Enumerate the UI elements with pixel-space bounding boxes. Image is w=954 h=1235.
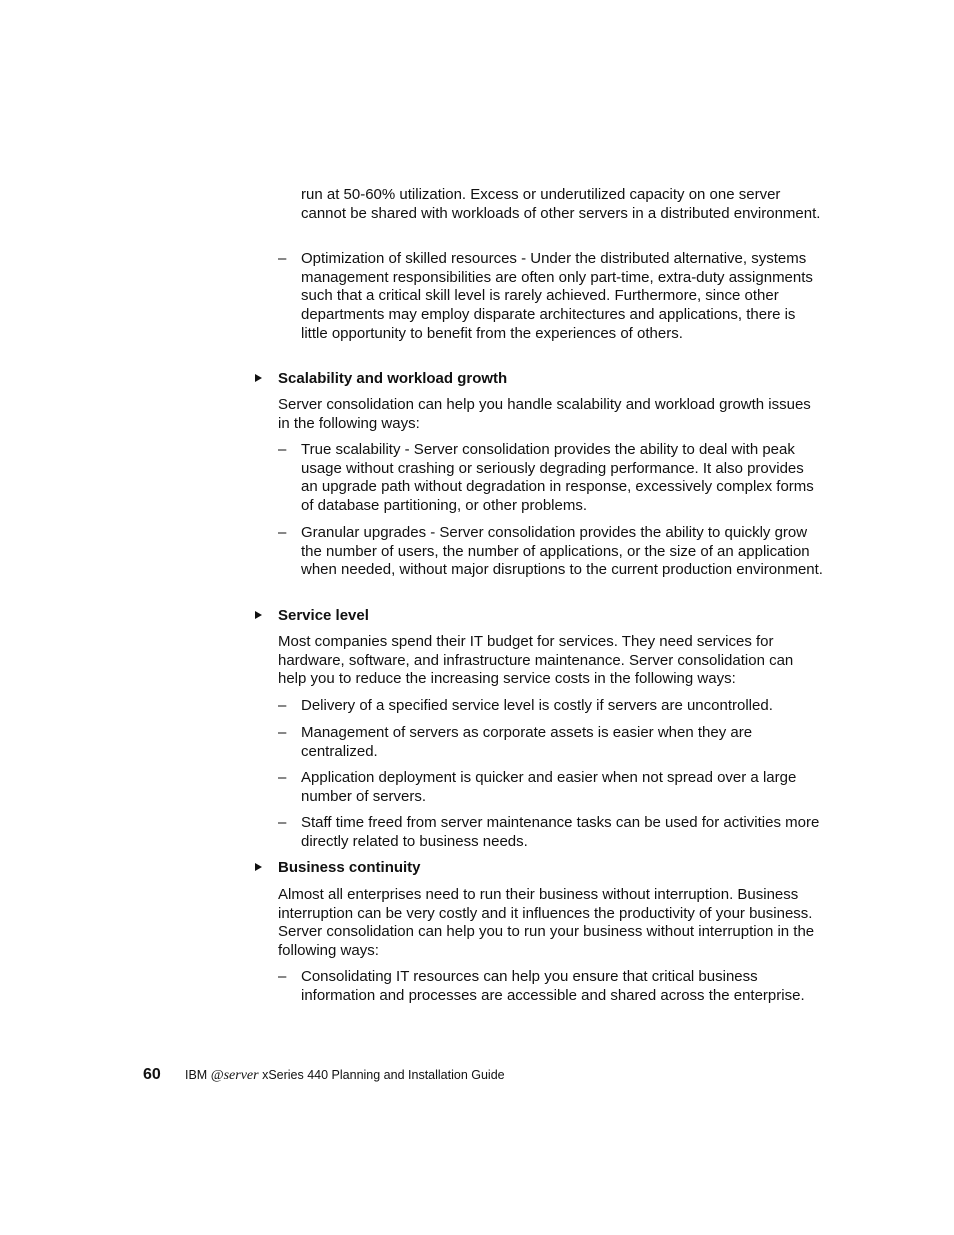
- triangle-bullet-icon: [255, 863, 262, 871]
- list-item-text: Consolidating IT resources can help you ensure that critical business information and processes are accessible and shared across the enterprise.: [301, 968, 805, 1004]
- page-number: 60: [143, 1066, 161, 1083]
- list-item-text: Application deployment is quicker and easier when not spread over a large number of servers.: [301, 769, 797, 805]
- list-item: [278, 697, 823, 716]
- section-intro-business-continuity: Almost all enterprises need to run their business without interruption. Business interruption can be very costly and it influences the productivity of your business. Server consolidation can help you to run your business without interruption in the following ways:: [278, 886, 815, 960]
- list-item: [278, 769, 823, 806]
- list-item-text: Management of servers as corporate assets is easier when they are centralized.: [301, 724, 753, 760]
- dash-marker: –: [278, 814, 287, 831]
- dash-marker: –: [278, 441, 287, 458]
- list-item-text: Granular upgrades - Server consolidation provides the ability to quickly grow the number of users, the number of applications, or the size of an application when needed, without major disruptions to the current production environment.: [301, 524, 823, 579]
- section-intro-scalability: Server consolidation can help you handle scalability and workload growth issues in the following ways:: [278, 396, 811, 432]
- footer-book-title: xSeries 440 Planning and Installation Guide: [262, 1068, 505, 1082]
- continuation-paragraph: run at 50-60% utilization. Excess or underutilized capacity on one server cannot be shared with workloads of other servers in a distributed environment.: [301, 186, 821, 222]
- footer-brand-prefix: IBM: [185, 1068, 208, 1082]
- dash-marker: –: [278, 968, 287, 985]
- list-item: [278, 524, 823, 580]
- dash-marker: –: [278, 769, 287, 786]
- list-item-text: True scalability - Server consolidation provides the ability to deal with peak usage without crashing or seriously degrading performance. It also provides an upgrade path without degradation in response, excessively complex forms of database partitioning, or other problems.: [301, 441, 814, 515]
- list-item: [278, 441, 823, 516]
- list-item-text: Delivery of a specified service level is costly if servers are uncontrolled.: [301, 697, 773, 714]
- list-item-text: Optimization of skilled resources - Under the distributed alternative, systems management responsibilities are often only part-time, extra-duty assignments such that a critical skill level is rarely achieved. Furthermore, since other departments may employ disparate architectures and applications, there is little opportunity to benefit from the experiences of others.: [301, 250, 813, 342]
- section-heading-scalability: Scalability and workload growth: [255, 370, 507, 389]
- list-item: [278, 968, 823, 1005]
- dash-marker: –: [278, 697, 287, 714]
- dash-marker: –: [278, 250, 287, 267]
- section-intro-service-level: Most companies spend their IT budget for services. They need services for hardware, software, and infrastructure maintenance. Server consolidation can help you to reduce the increasing service costs in the following ways:: [278, 633, 794, 688]
- list-item: [278, 250, 823, 344]
- list-item-text: Staff time freed from server maintenance tasks can be used for activities more directly related to business needs.: [301, 814, 820, 850]
- section-heading-business-continuity: Business continuity: [255, 859, 421, 878]
- page-footer: [143, 1066, 505, 1085]
- list-item: [278, 724, 823, 761]
- dash-marker: –: [278, 524, 287, 541]
- eserver-logo: @server: [210, 1068, 259, 1083]
- triangle-bullet-icon: [255, 374, 262, 382]
- triangle-bullet-icon: [255, 611, 262, 619]
- dash-marker: –: [278, 724, 287, 741]
- list-item: [278, 814, 823, 851]
- section-heading-service-level: Service level: [255, 607, 369, 626]
